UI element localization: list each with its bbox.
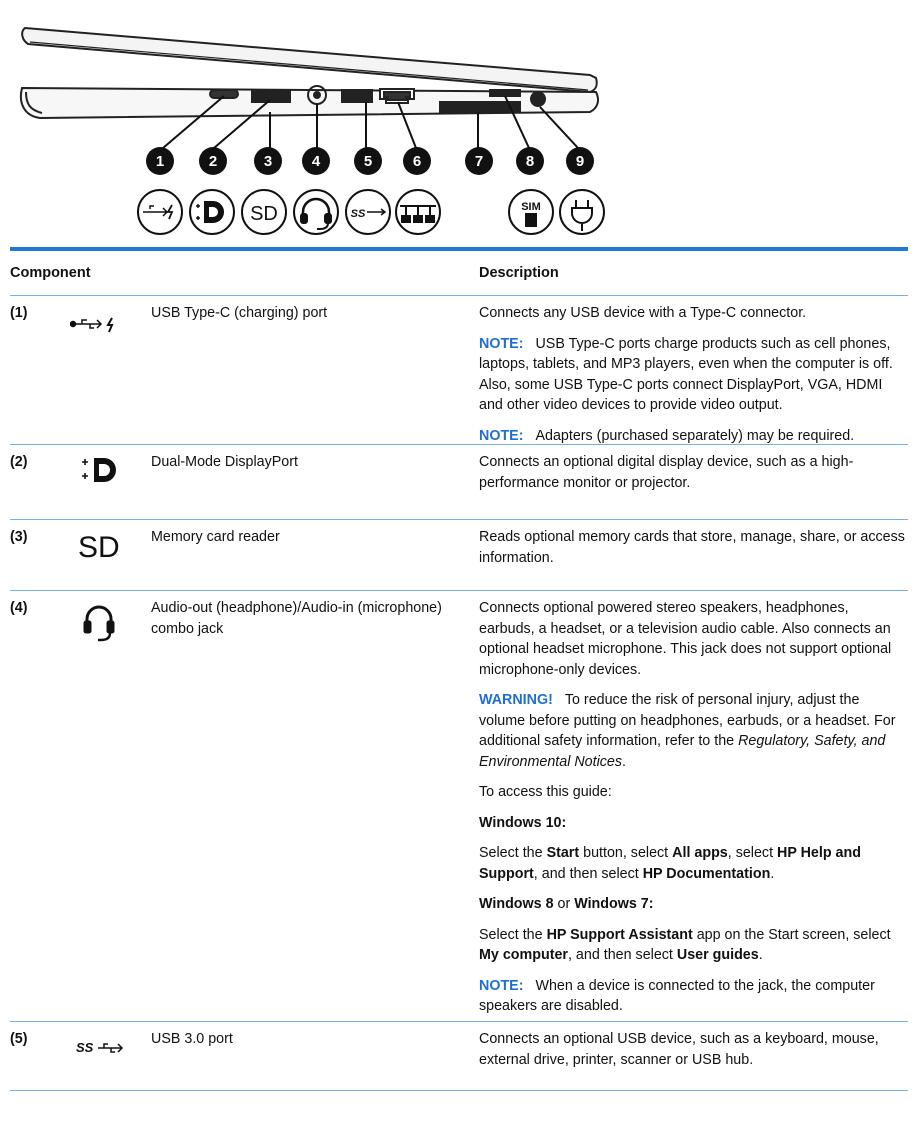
sd-icon-text: SD (250, 203, 278, 225)
component-name: Memory card reader (151, 529, 280, 545)
row-number: (5) (10, 1031, 28, 1047)
displayport-icon (62, 445, 151, 519)
table-row (10, 296, 908, 444)
windows-10-instructions: Select the Start button, select All apps, select HP Help and Support, and then select HP Documentation. (479, 845, 861, 882)
laptop-side-view (21, 28, 598, 118)
component-description (479, 296, 908, 444)
row-number: (1) (10, 305, 28, 321)
component-description (479, 1022, 908, 1090)
callout-2: 2 (208, 153, 218, 170)
callout-3: 3 (263, 153, 273, 170)
table-row (10, 1022, 908, 1090)
note-label: NOTE: (479, 977, 524, 994)
warning-paragraph (479, 690, 908, 772)
note-paragraph (479, 426, 908, 447)
component-name: Audio-out (headphone)/Audio-in (microphone) combo jack (151, 600, 442, 637)
callout-9: 9 (575, 153, 585, 170)
warning-end: . (622, 753, 627, 770)
row-rule (10, 1090, 908, 1091)
description-text: Connects optional powered stereo speakers, headphones, earbuds, a headset, or a television audio cable. Also connects an optional headset microphone. This jack does not support optional microphone-only devices. (479, 600, 892, 678)
svg-text:SS: SS (350, 208, 366, 220)
header-description: Description (479, 265, 559, 281)
component-description (479, 445, 908, 519)
table-row (10, 445, 908, 519)
notices-title: Regulatory, Safety, and Environmental Notices (479, 733, 886, 770)
description-text: Reads optional memory cards that store, manage, share, or access information. (479, 529, 905, 566)
note-text: USB Type-C ports charge products such as cell phones, laptops, tablets, and MP3 players, even when the computer is off. Also, some USB Type-C ports connect DisplayPort, VGA, HDMI and other video devices to provide video output. (479, 335, 893, 413)
table-row (10, 591, 908, 1021)
callout-numbers (146, 147, 594, 175)
table-row (10, 520, 908, 590)
row-number: (3) (10, 529, 28, 545)
table-header (10, 251, 908, 295)
note-paragraph (479, 334, 908, 416)
headset-icon (62, 591, 151, 1021)
sim-icon-text: SIM (521, 201, 541, 213)
note-label: NOTE: (479, 427, 524, 444)
warning-text: To reduce the risk of personal injury, adjust the volume before putting on headphones, earbuds, or a headset. For additional safety information, refer to the (479, 692, 896, 749)
callout-1: 1 (155, 153, 165, 170)
headset-icon-circle (294, 190, 338, 234)
sd-card-icon (62, 520, 151, 590)
warning-label: WARNING! (479, 692, 553, 708)
sd-icon-label: SD (78, 531, 120, 564)
note-label: NOTE: (479, 335, 524, 352)
access-text: To access this guide: (479, 784, 612, 800)
description-text: Connects any USB device with a Type-C connector. (479, 305, 807, 321)
component-name: USB Type-C (charging) port (151, 305, 328, 321)
component-name: Dual-Mode DisplayPort (151, 454, 298, 470)
note-paragraph (479, 976, 908, 1017)
callout-4: 4 (311, 153, 321, 170)
row-number: (4) (10, 600, 28, 616)
usb-3-superspeed-icon (62, 1022, 151, 1090)
description-text: Connects an optional USB device, such as a keyboard, mouse, external drive, printer, scanner or USB hub. (479, 1031, 879, 1068)
component-description (479, 591, 908, 1021)
note-text: Adapters (purchased separately) may be required. (535, 427, 855, 444)
windows-8-instructions: Select the HP Support Assistant app on the Start screen, select My computer, and then select User guides. (479, 926, 891, 963)
port-icons-row (138, 190, 604, 234)
windows-10-heading: Windows 10: (479, 814, 567, 831)
callout-5: 5 (363, 153, 373, 170)
component-name: USB 3.0 port (151, 1031, 233, 1047)
callout-8: 8 (525, 153, 535, 170)
row-number: (2) (10, 454, 28, 470)
component-table (10, 247, 908, 1091)
description-text: Connects an optional digital display device, such as a high-performance monitor or projector. (479, 454, 854, 491)
usb3-ss-text: SS (76, 1040, 94, 1055)
callout-6: 6 (412, 153, 422, 170)
header-component: Component (10, 265, 91, 281)
laptop-side-illustration (0, 0, 914, 245)
component-description (479, 520, 908, 590)
windows-8-7-heading: Windows 8 or Windows 7: (479, 896, 654, 912)
usb-type-c-charging-icon (62, 296, 151, 444)
note-text: When a device is connected to the jack, the computer speakers are disabled. (479, 977, 875, 1014)
callout-7: 7 (474, 153, 484, 170)
